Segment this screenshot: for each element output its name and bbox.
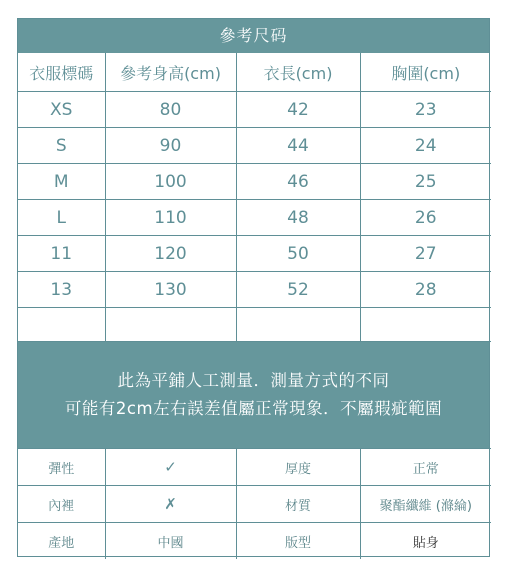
attr-label-thickness: 厚度 (236, 449, 360, 486)
attr-value-thickness: 正常 (360, 449, 491, 486)
attr-value-fit: 貼身 (360, 523, 491, 560)
table-row (18, 272, 491, 308)
note-line-2: 可能有2cm左右誤差值屬正常現象．不屬瑕疵範圍 (64, 399, 443, 418)
height-cell: 100 (105, 164, 236, 200)
empty-row (18, 308, 491, 342)
empty-cell (105, 308, 236, 342)
table-row (18, 164, 491, 200)
attribute-table (18, 448, 491, 559)
empty-cell (236, 308, 360, 342)
check-icon: ✓ (105, 449, 236, 486)
empty-cell (360, 308, 491, 342)
chest-cell: 26 (360, 200, 491, 236)
header-size-code: 衣服標碼 (18, 53, 105, 92)
attr-label-material: 材質 (236, 486, 360, 523)
chest-cell: 27 (360, 236, 491, 272)
size-table-header (18, 53, 491, 92)
length-cell: 42 (236, 92, 360, 128)
attr-label-origin: 產地 (18, 523, 105, 560)
size-code-cell: 13 (18, 272, 105, 308)
size-code-cell: 11 (18, 236, 105, 272)
length-cell: 48 (236, 200, 360, 236)
size-code-cell: XS (18, 92, 105, 128)
size-code-cell: L (18, 200, 105, 236)
note-line-1: 此為平鋪人工測量．測量方式的不同 (117, 371, 390, 390)
size-code-cell: M (18, 164, 105, 200)
attr-label-lining: 內裡 (18, 486, 105, 523)
chart-title: 參考尺码 (18, 19, 489, 53)
length-cell: 44 (236, 128, 360, 164)
size-code-cell: S (18, 128, 105, 164)
chest-cell: 28 (360, 272, 491, 308)
cross-icon: ✗ (105, 486, 236, 523)
length-cell: 50 (236, 236, 360, 272)
attr-label-fit: 版型 (236, 523, 360, 560)
empty-cell (18, 308, 105, 342)
attr-label-elasticity: 彈性 (18, 449, 105, 486)
height-cell: 80 (105, 92, 236, 128)
height-cell: 90 (105, 128, 236, 164)
table-row (18, 236, 491, 272)
height-cell: 120 (105, 236, 236, 272)
table-row (18, 200, 491, 236)
chest-cell: 25 (360, 164, 491, 200)
attribute-row (18, 523, 491, 560)
table-row (18, 128, 491, 164)
attribute-row (18, 486, 491, 523)
length-cell: 46 (236, 164, 360, 200)
size-table (18, 53, 491, 342)
header-chest: 胸圍(cm) (360, 53, 491, 92)
table-row (18, 92, 491, 128)
chest-cell: 23 (360, 92, 491, 128)
attr-value-origin: 中國 (105, 523, 236, 560)
measurement-note (18, 342, 489, 448)
header-height: 參考身高(cm) (105, 53, 236, 92)
attribute-row (18, 449, 491, 486)
length-cell: 52 (236, 272, 360, 308)
header-length: 衣長(cm) (236, 53, 360, 92)
chest-cell: 24 (360, 128, 491, 164)
height-cell: 130 (105, 272, 236, 308)
size-chart (17, 18, 490, 557)
attr-value-material: 聚酯纖維 (滌綸) (360, 486, 491, 523)
height-cell: 110 (105, 200, 236, 236)
